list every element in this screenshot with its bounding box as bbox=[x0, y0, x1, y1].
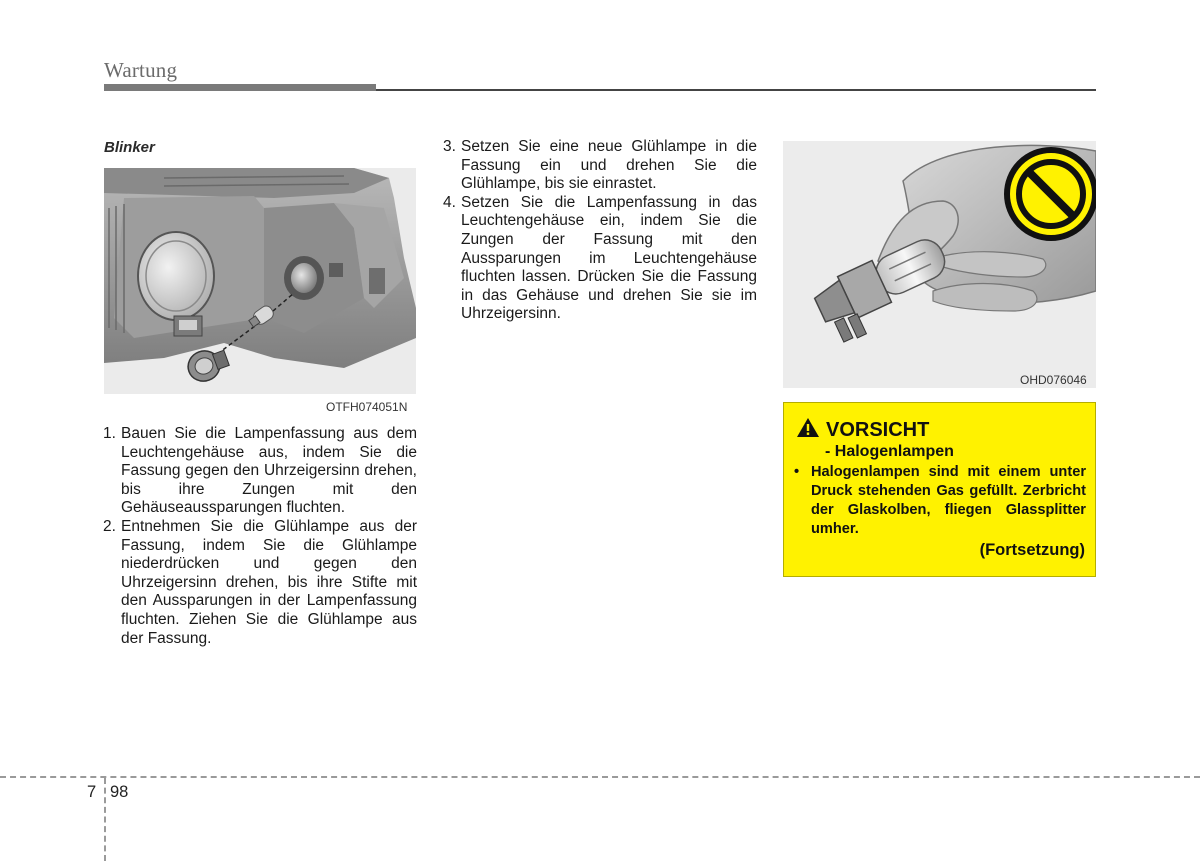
step-text: Bauen Sie die Lampenfassung aus dem Leuchtengehäuse aus, indem Sie die Fassung gegen den Uhrzeigersinn drehen, bis ihre Zungen mit den Gehäuseaussparungen fluchten. bbox=[121, 425, 417, 517]
caution-bullet-text: Halogenlampen sind mit einem unter Druck stehenden Gas gefüllt. Zerbricht der Glaskolben, fliegen Glassplitter umher. bbox=[811, 464, 1086, 537]
list-item bbox=[443, 138, 757, 194]
list-item bbox=[103, 518, 417, 648]
caution-text bbox=[794, 463, 1086, 539]
caution-box bbox=[783, 402, 1096, 577]
step-number: 1. bbox=[103, 425, 116, 442]
step-number: 4. bbox=[443, 193, 456, 211]
header-rule-thick bbox=[104, 84, 376, 91]
list-item bbox=[443, 194, 757, 324]
warning-triangle-icon bbox=[796, 417, 820, 443]
list-item bbox=[103, 425, 417, 518]
figure-code-right: OHD076046 bbox=[1020, 373, 1087, 387]
step-number: 2. bbox=[103, 517, 116, 535]
caution-subtitle: - Halogenlampen bbox=[825, 443, 954, 460]
step-text: Setzen Sie eine neue Glühlampe in die Fassung ein und drehen Sie die Glühlampe, bis sie einrastet. bbox=[461, 138, 757, 193]
footer-dashed-divider bbox=[104, 778, 106, 861]
subheading-blinker: Blinker bbox=[104, 139, 155, 156]
steps-middle-column bbox=[443, 138, 757, 324]
page-number: 98 bbox=[110, 783, 129, 801]
footer-dashed-rule bbox=[0, 776, 1200, 778]
chapter-number: 7 bbox=[87, 783, 97, 801]
continuation-label: (Fortsetzung) bbox=[979, 541, 1085, 559]
step-text: Entnehmen Sie die Glühlampe aus der Fassung, indem Sie die Glühlampe niederdrücken und gegen den Uhrzeigersinn drehen, bis ihre Stifte mit den Aussparungen in der Lampenfassung fluchten. Ziehen Sie die Glühlampe aus der Fassung. bbox=[121, 517, 417, 647]
headlamp-assembly-illustration bbox=[104, 168, 416, 394]
step-text: Setzen Sie die Lampenfassung in das Leuchtengehäuse ein, indem Sie die Zungen der Fassung mit den Aussparungen im Leuchtengehäuse fluchten lassen. Drücken Sie die Fassung in das Gehäuse und drehen Sie sie im Uhrzeigersinn. bbox=[461, 193, 757, 323]
header-rule-thin bbox=[376, 89, 1096, 91]
bulb-handling-illustration bbox=[783, 141, 1096, 388]
steps-left-column bbox=[103, 425, 417, 648]
figure-code-left: OTFH074051N bbox=[326, 400, 408, 414]
section-title: Wartung bbox=[104, 58, 178, 82]
step-number: 3. bbox=[443, 138, 456, 155]
caution-title: VORSICHT bbox=[826, 418, 930, 441]
caution-header bbox=[796, 417, 929, 443]
bullet-marker: • bbox=[794, 464, 800, 480]
